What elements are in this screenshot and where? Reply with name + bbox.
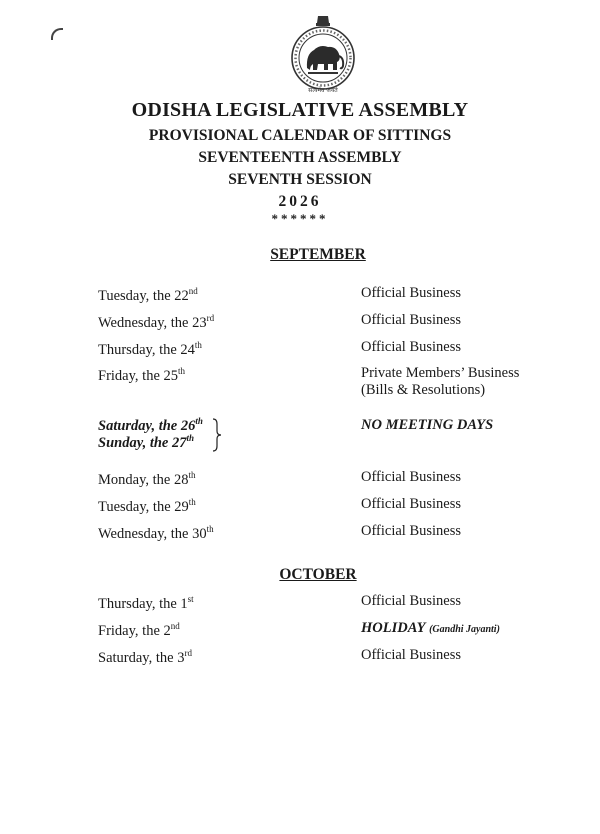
assembly-title: ODISHA LEGISLATIVE ASSEMBLY — [131, 99, 469, 121]
emblem-caption: सत्यमेव जयते — [308, 87, 338, 94]
schedule-activity: Official Business — [361, 496, 462, 512]
schedule-activity: Official Business — [361, 523, 462, 539]
schedule-date: Friday, the 25th — [98, 366, 186, 384]
schedule-activity: Official Business — [361, 647, 462, 663]
brace-icon — [212, 418, 222, 452]
odisha-emblem-icon — [290, 14, 356, 94]
schedule-activity — [361, 365, 519, 399]
schedule-activity: Official Business — [361, 593, 462, 609]
calendar-subtitle: PROVISIONAL CALENDAR OF SITTINGS — [148, 127, 452, 144]
schedule-activity: Official Business — [361, 285, 462, 301]
schedule-date: Saturday, the 3rd — [98, 648, 192, 666]
session-number: SEVENTH SESSION — [228, 171, 372, 188]
schedule-date: Friday, the 2nd — [98, 621, 180, 639]
holiday-note: (Gandhi Jayanti) — [429, 624, 500, 635]
punch-hole-mark — [51, 28, 63, 40]
schedule-date: Thursday, the 1st — [98, 594, 194, 612]
stars-divider: ****** — [271, 211, 329, 226]
schedule-activity: Official Business — [361, 469, 462, 485]
schedule-date: Wednesday, the 30th — [98, 524, 214, 542]
schedule-date: Thursday, the 24th — [98, 340, 202, 358]
schedule-date: Sunday, the 27th — [98, 433, 195, 451]
activity-line: (Bills & Resolutions) — [361, 382, 486, 398]
schedule-date: Saturday, the 26th — [98, 416, 203, 434]
schedule-date: Tuesday, the 29th — [98, 497, 196, 515]
schedule-activity — [361, 620, 500, 638]
month-heading-september: SEPTEMBER — [270, 246, 366, 263]
month-heading-october: OCTOBER — [279, 566, 357, 583]
schedule-date: Wednesday, the 23rd — [98, 313, 215, 331]
session-year: 2026 — [278, 193, 322, 210]
schedule-activity: Official Business — [361, 312, 462, 328]
schedule-activity: Official Business — [361, 339, 462, 355]
holiday-label: HOLIDAY — [361, 620, 426, 636]
activity-line: Private Members’ Business — [361, 365, 520, 381]
schedule-date: Monday, the 28th — [98, 470, 196, 488]
schedule-activity: NO MEETING DAYS — [361, 417, 494, 433]
schedule-date: Tuesday, the 22nd — [98, 286, 198, 304]
assembly-number: SEVENTEENTH ASSEMBLY — [198, 149, 402, 166]
